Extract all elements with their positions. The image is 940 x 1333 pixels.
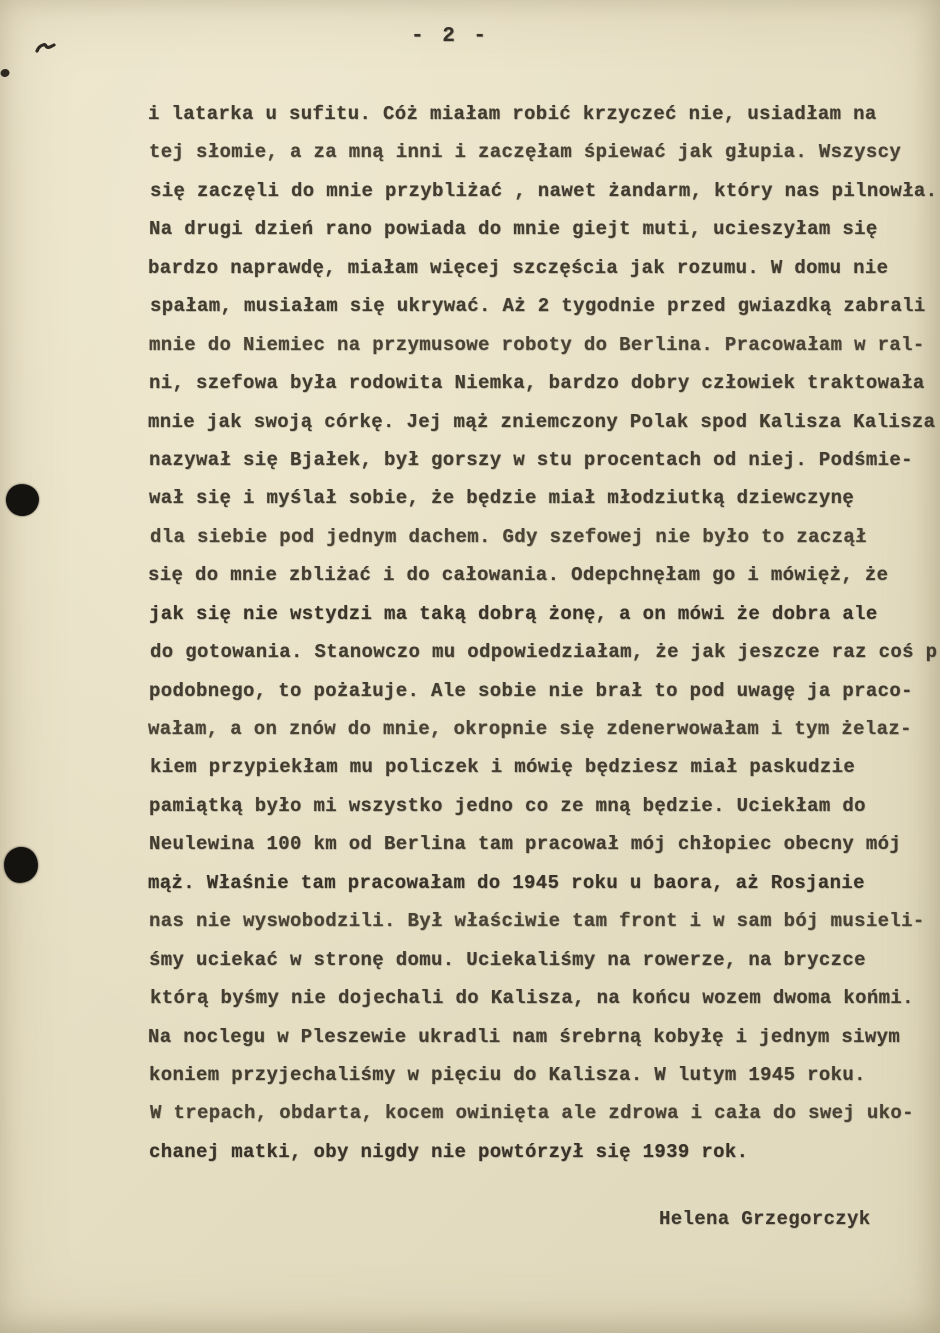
ink-mark-squiggle [0, 0, 80, 100]
text-line: koniem przyjechaliśmy w pięciu do Kalisza. W lutym 1945 roku. [149, 1063, 866, 1086]
text-line: nazywał się Bjałek, był gorszy w stu procentach od niej. Podśmie- [149, 448, 913, 471]
text-line: którą byśmy nie dojechali do Kalisza, na końcu wozem dwoma końmi. [150, 987, 914, 1010]
text-line: mnie do Niemiec na przymusowe roboty do Berlina. Pracowałam w ral- [149, 333, 925, 356]
text-line: kiem przypiekłam mu policzek i mówię będziesz miał paskudzie [150, 756, 856, 779]
text-line: się zaczęli do mnie przybliżać , nawet żandarm, który nas pilnowła. [150, 179, 938, 202]
text-line: i latarka u sufitu. Cóż miałam robić krzyczeć nie, usiadłam na [148, 103, 877, 125]
text-line: podobnego, to pożałuje. Ale sobie nie brał to pod uwagę ja praco- [149, 679, 913, 702]
text-line: W trepach, obdarta, kocem owinięta ale zdrowa i cała do swej uko- [150, 1102, 914, 1125]
text-line: Na drugi dzień rano powiada do mnie giejt muti, ucieszyłam się [149, 218, 878, 241]
text-line: tej słomie, a za mną inni i zaczęłam śpiewać jak głupia. Wszyscy [149, 141, 902, 164]
text-line: mnie jak swoją córkę. Jej mąż zniemczony Polak spod Kalisza Kalisza [148, 410, 936, 433]
page-number: - 2 - [410, 25, 489, 48]
text-line: spałam, musiałam się ukrywać. Aż 2 tygodnie przed gwiazdką zabrali [150, 295, 926, 318]
text-line: się do mnie zbliżać i do całowania. Odepchnęłam go i mówięż, że [148, 564, 889, 587]
text-line: Neulewina 100 km od Berlina tam pracował mój chłopiec obecny mój [149, 833, 902, 856]
text-line: jak się nie wstydzi ma taką dobrą żonę, a on mówi że dobra ale [149, 602, 878, 625]
text-line: mąż. Właśnie tam pracowałam do 1945 roku u baora, aż Rosjanie [148, 871, 865, 894]
signature: Helena Grzegorczyk [659, 1208, 871, 1230]
text-line: wał się i myślał sobie, że będzie miał młodziutką dziewczynę [149, 487, 855, 510]
text-line: śmy uciekać w stronę domu. Uciekaliśmy na rowerze, na bryczce [149, 948, 866, 971]
text-line: chanej matki, oby nigdy nie powtórzył się 1939 rok. [149, 1140, 749, 1163]
typewritten-text-block [149, 103, 940, 1179]
text-line: wałam, a on znów do mnie, okropnie się zdenerwowałam i tym żelaz- [148, 718, 912, 740]
text-line: ni, szefowa była rodowita Niemka, bardzo dobry człowiek traktowała [149, 372, 925, 395]
text-line: Na noclegu w Pleszewie ukradli nam śrebrną kobyłę i jednym siwym [148, 1025, 901, 1048]
text-line: nas nie wyswobodzili. Był właściwie tam front i w sam bój musieli- [149, 910, 925, 933]
text-line: pamiątką było mi wszystko jedno co ze mną będzie. Uciekłam do [149, 794, 866, 817]
text-line: dla siebie pod jednym dachem. Gdy szefowej nie było to zaczął [150, 525, 867, 548]
text-line: do gotowania. Stanowczo mu odpowiedziałam, że jak jeszcze raz coś p [150, 641, 938, 664]
text-line: bardzo naprawdę, miałam więcej szczęścia jak rozumu. W domu nie [148, 256, 889, 279]
hole-punch-bottom [2, 845, 40, 884]
hole-punch-top [4, 482, 41, 518]
